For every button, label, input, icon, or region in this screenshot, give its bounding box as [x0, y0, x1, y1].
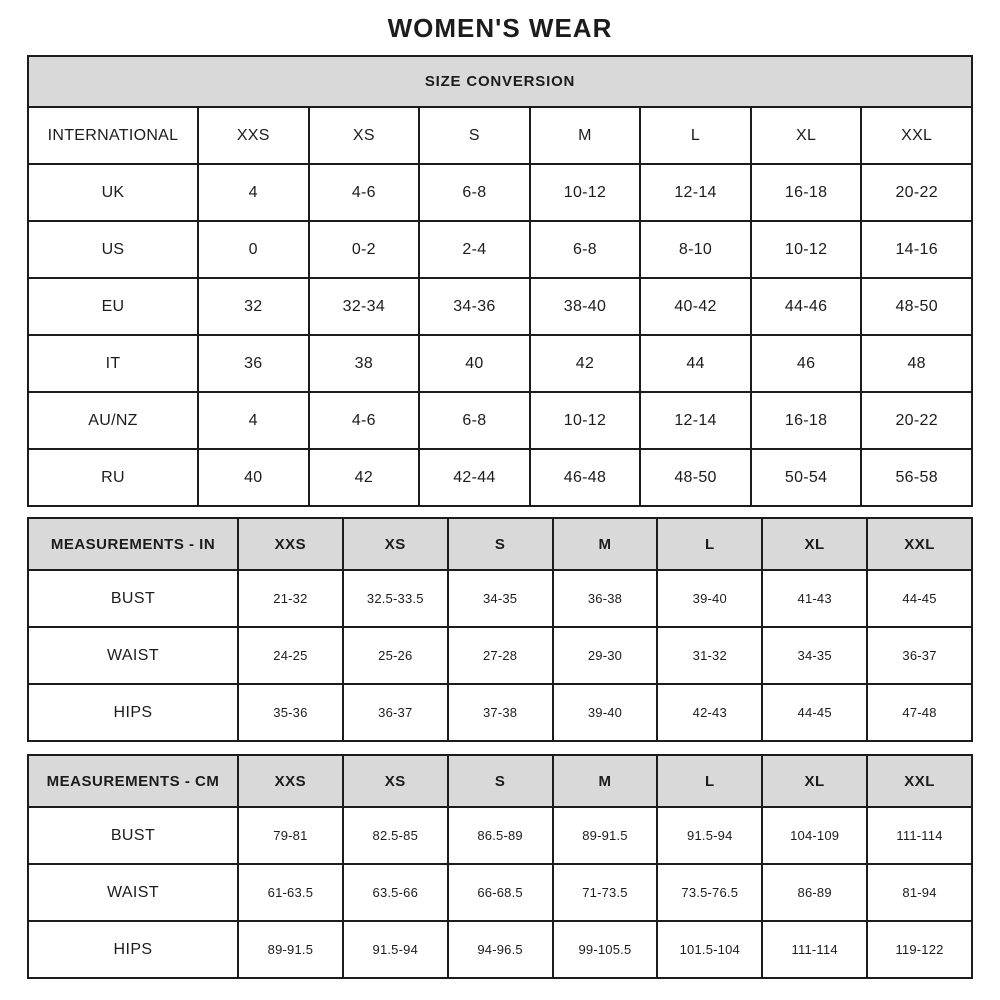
value-cell: 25-26: [343, 627, 448, 684]
value-cell: 50-54: [751, 449, 862, 506]
size-conversion-table: [27, 55, 973, 507]
value-cell: 48-50: [640, 449, 751, 506]
value-cell: 99-105.5: [553, 921, 658, 978]
value-cell: M: [530, 107, 641, 164]
value-cell: 104-109: [762, 807, 867, 864]
value-cell: 32-34: [309, 278, 420, 335]
table-row: [28, 392, 972, 449]
column-header-cell: XXL: [867, 755, 972, 807]
column-header-cell: L: [657, 518, 762, 570]
value-cell: XS: [309, 107, 420, 164]
value-cell: 34-35: [762, 627, 867, 684]
value-cell: 41-43: [762, 570, 867, 627]
value-cell: 35-36: [238, 684, 343, 741]
value-cell: 44: [640, 335, 751, 392]
table-row: [28, 570, 972, 627]
column-header-cell: S: [448, 755, 553, 807]
value-cell: 10-12: [751, 221, 862, 278]
value-cell: 40: [198, 449, 309, 506]
value-cell: 39-40: [657, 570, 762, 627]
page-title: WOMEN'S WEAR: [387, 13, 613, 43]
value-cell: 36-38: [553, 570, 658, 627]
row-label-cell: US: [28, 221, 198, 278]
value-cell: 36-37: [343, 684, 448, 741]
value-cell: 0: [198, 221, 309, 278]
size-conversion-title: SIZE CONVERSION: [28, 56, 972, 107]
value-cell: 86-89: [762, 864, 867, 921]
value-cell: 47-48: [867, 684, 972, 741]
value-cell: 42: [530, 335, 641, 392]
value-cell: 40-42: [640, 278, 751, 335]
value-cell: 4: [198, 392, 309, 449]
table-row: [28, 807, 972, 864]
table-row: [28, 221, 972, 278]
row-label-cell: BUST: [28, 807, 238, 864]
value-cell: 48: [861, 335, 972, 392]
column-header-cell: XXS: [238, 755, 343, 807]
column-header-cell: L: [657, 755, 762, 807]
column-header-cell: XL: [762, 518, 867, 570]
value-cell: 89-91.5: [238, 921, 343, 978]
table-row: [28, 627, 972, 684]
value-cell: 79-81: [238, 807, 343, 864]
value-cell: XXL: [861, 107, 972, 164]
value-cell: 42-44: [419, 449, 530, 506]
row-label-cell: HIPS: [28, 921, 238, 978]
value-cell: 73.5-76.5: [657, 864, 762, 921]
value-cell: 119-122: [867, 921, 972, 978]
value-cell: 42-43: [657, 684, 762, 741]
column-header-cell: XL: [762, 755, 867, 807]
value-cell: 16-18: [751, 392, 862, 449]
column-header-cell: XXS: [238, 518, 343, 570]
value-cell: 6-8: [530, 221, 641, 278]
value-cell: 36: [198, 335, 309, 392]
table-row: [28, 921, 972, 978]
value-cell: 4: [198, 164, 309, 221]
value-cell: 27-28: [448, 627, 553, 684]
size-conversion-header-row: [28, 56, 972, 107]
value-cell: 20-22: [861, 392, 972, 449]
value-cell: 111-114: [867, 807, 972, 864]
value-cell: 38: [309, 335, 420, 392]
value-cell: 40: [419, 335, 530, 392]
value-cell: 4-6: [309, 392, 420, 449]
measurements-in-title: MEASUREMENTS - IN: [28, 518, 238, 570]
value-cell: 48-50: [861, 278, 972, 335]
row-label-cell: INTERNATIONAL: [28, 107, 198, 164]
value-cell: 81-94: [867, 864, 972, 921]
column-header-cell: M: [553, 518, 658, 570]
value-cell: L: [640, 107, 751, 164]
value-cell: 10-12: [530, 164, 641, 221]
value-cell: 6-8: [419, 164, 530, 221]
value-cell: 42: [309, 449, 420, 506]
value-cell: 0-2: [309, 221, 420, 278]
value-cell: 101.5-104: [657, 921, 762, 978]
value-cell: 39-40: [553, 684, 658, 741]
column-header-cell: S: [448, 518, 553, 570]
row-label-cell: UK: [28, 164, 198, 221]
measurements-in-header-row: [28, 518, 972, 570]
column-header-cell: XXL: [867, 518, 972, 570]
measurements-cm-table: [27, 754, 973, 979]
value-cell: 44-45: [762, 684, 867, 741]
row-label-cell: WAIST: [28, 627, 238, 684]
measurements-in-table: [27, 517, 973, 742]
column-header-cell: XS: [343, 518, 448, 570]
table-row: [28, 449, 972, 506]
value-cell: 71-73.5: [553, 864, 658, 921]
row-label-cell: IT: [28, 335, 198, 392]
value-cell: 10-12: [530, 392, 641, 449]
table-row: [28, 335, 972, 392]
table-row: [28, 864, 972, 921]
value-cell: 34-35: [448, 570, 553, 627]
value-cell: 21-32: [238, 570, 343, 627]
row-label-cell: HIPS: [28, 684, 238, 741]
value-cell: 20-22: [861, 164, 972, 221]
value-cell: 12-14: [640, 392, 751, 449]
value-cell: 56-58: [861, 449, 972, 506]
column-header-cell: M: [553, 755, 658, 807]
value-cell: 29-30: [553, 627, 658, 684]
value-cell: 14-16: [861, 221, 972, 278]
value-cell: 82.5-85: [343, 807, 448, 864]
value-cell: 44-46: [751, 278, 862, 335]
value-cell: XXS: [198, 107, 309, 164]
row-label-cell: RU: [28, 449, 198, 506]
value-cell: 91.5-94: [343, 921, 448, 978]
value-cell: 6-8: [419, 392, 530, 449]
value-cell: 94-96.5: [448, 921, 553, 978]
value-cell: 34-36: [419, 278, 530, 335]
value-cell: 86.5-89: [448, 807, 553, 864]
value-cell: 16-18: [751, 164, 862, 221]
row-label-cell: AU/NZ: [28, 392, 198, 449]
value-cell: 36-37: [867, 627, 972, 684]
value-cell: 66-68.5: [448, 864, 553, 921]
value-cell: 12-14: [640, 164, 751, 221]
value-cell: 8-10: [640, 221, 751, 278]
value-cell: 111-114: [762, 921, 867, 978]
value-cell: 46: [751, 335, 862, 392]
value-cell: S: [419, 107, 530, 164]
table-row: [28, 107, 972, 164]
value-cell: 61-63.5: [238, 864, 343, 921]
value-cell: 31-32: [657, 627, 762, 684]
value-cell: XL: [751, 107, 862, 164]
value-cell: 44-45: [867, 570, 972, 627]
value-cell: 63.5-66: [343, 864, 448, 921]
table-row: [28, 278, 972, 335]
value-cell: 32: [198, 278, 309, 335]
measurements-cm-title: MEASUREMENTS - CM: [28, 755, 238, 807]
table-row: [28, 164, 972, 221]
row-label-cell: WAIST: [28, 864, 238, 921]
row-label-cell: BUST: [28, 570, 238, 627]
column-header-cell: XS: [343, 755, 448, 807]
value-cell: 91.5-94: [657, 807, 762, 864]
value-cell: 46-48: [530, 449, 641, 506]
value-cell: 24-25: [238, 627, 343, 684]
row-label-cell: EU: [28, 278, 198, 335]
value-cell: 2-4: [419, 221, 530, 278]
value-cell: 89-91.5: [553, 807, 658, 864]
value-cell: 4-6: [309, 164, 420, 221]
value-cell: 37-38: [448, 684, 553, 741]
value-cell: 38-40: [530, 278, 641, 335]
table-row: [28, 684, 972, 741]
measurements-cm-header-row: [28, 755, 972, 807]
value-cell: 32.5-33.5: [343, 570, 448, 627]
